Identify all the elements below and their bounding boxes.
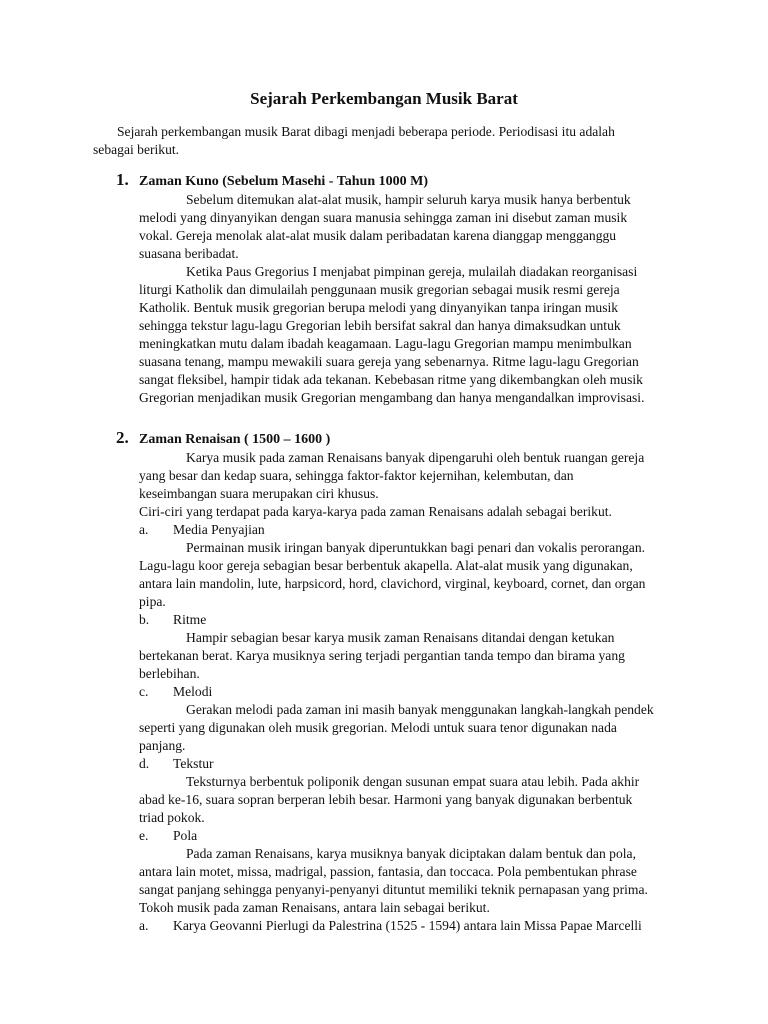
section-2-line: Ciri-ciri yang terdapat pada karya-karya pada zaman Renaisans adalah sebagai berikut. <box>139 504 612 519</box>
section-1-line: vokal. Gereja menolak alat-alat musik dalam peribadatan karena dianggap mengganggu <box>139 228 617 243</box>
sub-item-letter: b. <box>139 612 150 627</box>
section-2-line: Karya musik pada zaman Renaisans banyak dipengaruhi oleh bentuk ruangan gereja <box>186 450 645 465</box>
document-title: Sejarah Perkembangan Musik Barat <box>250 89 518 108</box>
section-1-number: 1. <box>116 170 129 189</box>
section-2-line: Tokoh musik pada zaman Renaisans, antara lain sebagai berikut. <box>139 900 490 915</box>
section-2-line: pipa. <box>139 594 166 609</box>
sub-item-label: Ritme <box>173 612 207 627</box>
section-2-line: antara lain mandolin, lute, harpsicord, hord, clavichord, virginal, keyboard, cornet, dan organ <box>139 576 646 591</box>
section-2-line: Permainan musik iringan banyak diperuntukkan bagi penari dan vokalis perorangan. <box>186 540 646 555</box>
section-1-line: sangat fleksibel, hampir tidak ada tekanan. Kebebasan ritme yang dikembangkan oleh musik <box>139 372 643 387</box>
section-1-line: liturgi Katholik dan dimulailah penggunaan musik gregorian sebagai musik resmi gereja <box>139 282 620 297</box>
section-2-line: Gerakan melodi pada zaman ini masih banyak menggunakan langkah-langkah pendek <box>186 702 654 717</box>
section-2-line: yang besar dan kedap suara, sehingga faktor-faktor kejernihan, kelembutan, dan <box>139 468 574 483</box>
section-2-heading: Zaman Renaisan ( 1500 – 1600 ) <box>139 432 331 447</box>
section-2-line: Hampir sebagian besar karya musik zaman Renaisans ditandai dengan ketukan <box>186 630 615 645</box>
section-1-line: Ketika Paus Gregorius I menjabat pimpinan gereja, mulailah diadakan reorganisasi <box>186 264 638 279</box>
section-2-line: seperti yang digunakan oleh musik gregorian. Melodi untuk suara tenor digunakan nada <box>139 720 617 735</box>
section-2-line: bertekanan berat. Karya musiknya sering terjadi pergantian tanda tempo dan birama yang <box>139 648 625 663</box>
section-2-line: Teksturnya berbentuk poliponik dengan susunan empat suara atau lebih. Pada akhir <box>186 774 640 789</box>
sub-item-letter: e. <box>139 828 149 843</box>
section-2-line: Lagu-lagu koor gereja sebagian besar berbentuk akapella. Alat-alat musik yang digunakan, <box>139 558 633 573</box>
tokoh-item-letter: a. <box>139 918 149 933</box>
section-2-line: abad ke-16, suara sopran berperan lebih besar. Harmoni yang banyak digunakan berbentuk <box>139 792 633 807</box>
section-2-line: keseimbangan suara merupakan ciri khusus. <box>139 486 379 501</box>
section-1-line: Gregorian menjadikan musik Gregorian mengambang dan hanya mengandalkan improvisasi. <box>139 390 645 405</box>
sub-item-letter: c. <box>139 684 149 699</box>
section-1-line: meningkatkan mutu dalam ibadah keagamaan. Lagu-lagu Gregorian mampu menimbulkan <box>139 336 632 351</box>
section-1-line: suasana beribadat. <box>139 246 239 261</box>
sub-item-label: Pola <box>173 828 198 843</box>
section-2-line: antara lain motet, missa, madrigal, passion, fantasia, dan toccaca. Pola pembentukan phrase <box>139 864 637 879</box>
sub-item-letter: d. <box>139 756 150 771</box>
sub-item-label: Melodi <box>173 684 213 699</box>
section-2-number: 2. <box>116 428 129 447</box>
section-1-line: Katholik. Bentuk musik gregorian berupa melodi yang dinyanyikan tanpa iringan musik <box>139 300 619 315</box>
section-2-line: berlebihan. <box>139 666 200 681</box>
tokoh-item-text: Karya Geovanni Pierlugi da Palestrina (1525 - 1594) antara lain Missa Papae Marcelli <box>173 918 642 933</box>
intro-line-1: Sejarah perkembangan musik Barat dibagi menjadi beberapa periode. Periodisasi itu adalah <box>117 124 615 139</box>
section-2-line: triad pokok. <box>139 810 205 825</box>
section-1-heading: Zaman Kuno (Sebelum Masehi - Tahun 1000 M) <box>139 174 428 189</box>
sub-item-label: Tekstur <box>173 756 214 771</box>
section-1-line: sehingga tekstur lagu-lagu Gregorian lebih bersifat sakral dan hanya dimaksudkan untuk <box>139 318 621 333</box>
intro-line-2: sebagai berikut. <box>93 142 180 157</box>
section-1-line: suasana tenang, mampu mewakili suara gereja yang sebenarnya. Ritme lagu-lagu Gregorian <box>139 354 639 369</box>
section-2-line: panjang. <box>139 738 186 753</box>
section-1-line: Sebelum ditemukan alat-alat musik, hampir seluruh karya musik hanya berbentuk <box>186 192 631 207</box>
section-2-line: Pada zaman Renaisans, karya musiknya banyak diciptakan dalam bentuk dan pola, <box>186 846 636 861</box>
section-1-line: melodi yang dinyanyikan dengan suara manusia sehingga zaman ini disebut zaman musik <box>139 210 628 225</box>
section-2-line: sangat panjang sehingga penyanyi-penyanyi dituntut memiliki teknik pernapasan yang prima. <box>139 882 648 897</box>
sub-item-label: Media Penyajian <box>173 522 265 537</box>
sub-item-letter: a. <box>139 522 149 537</box>
